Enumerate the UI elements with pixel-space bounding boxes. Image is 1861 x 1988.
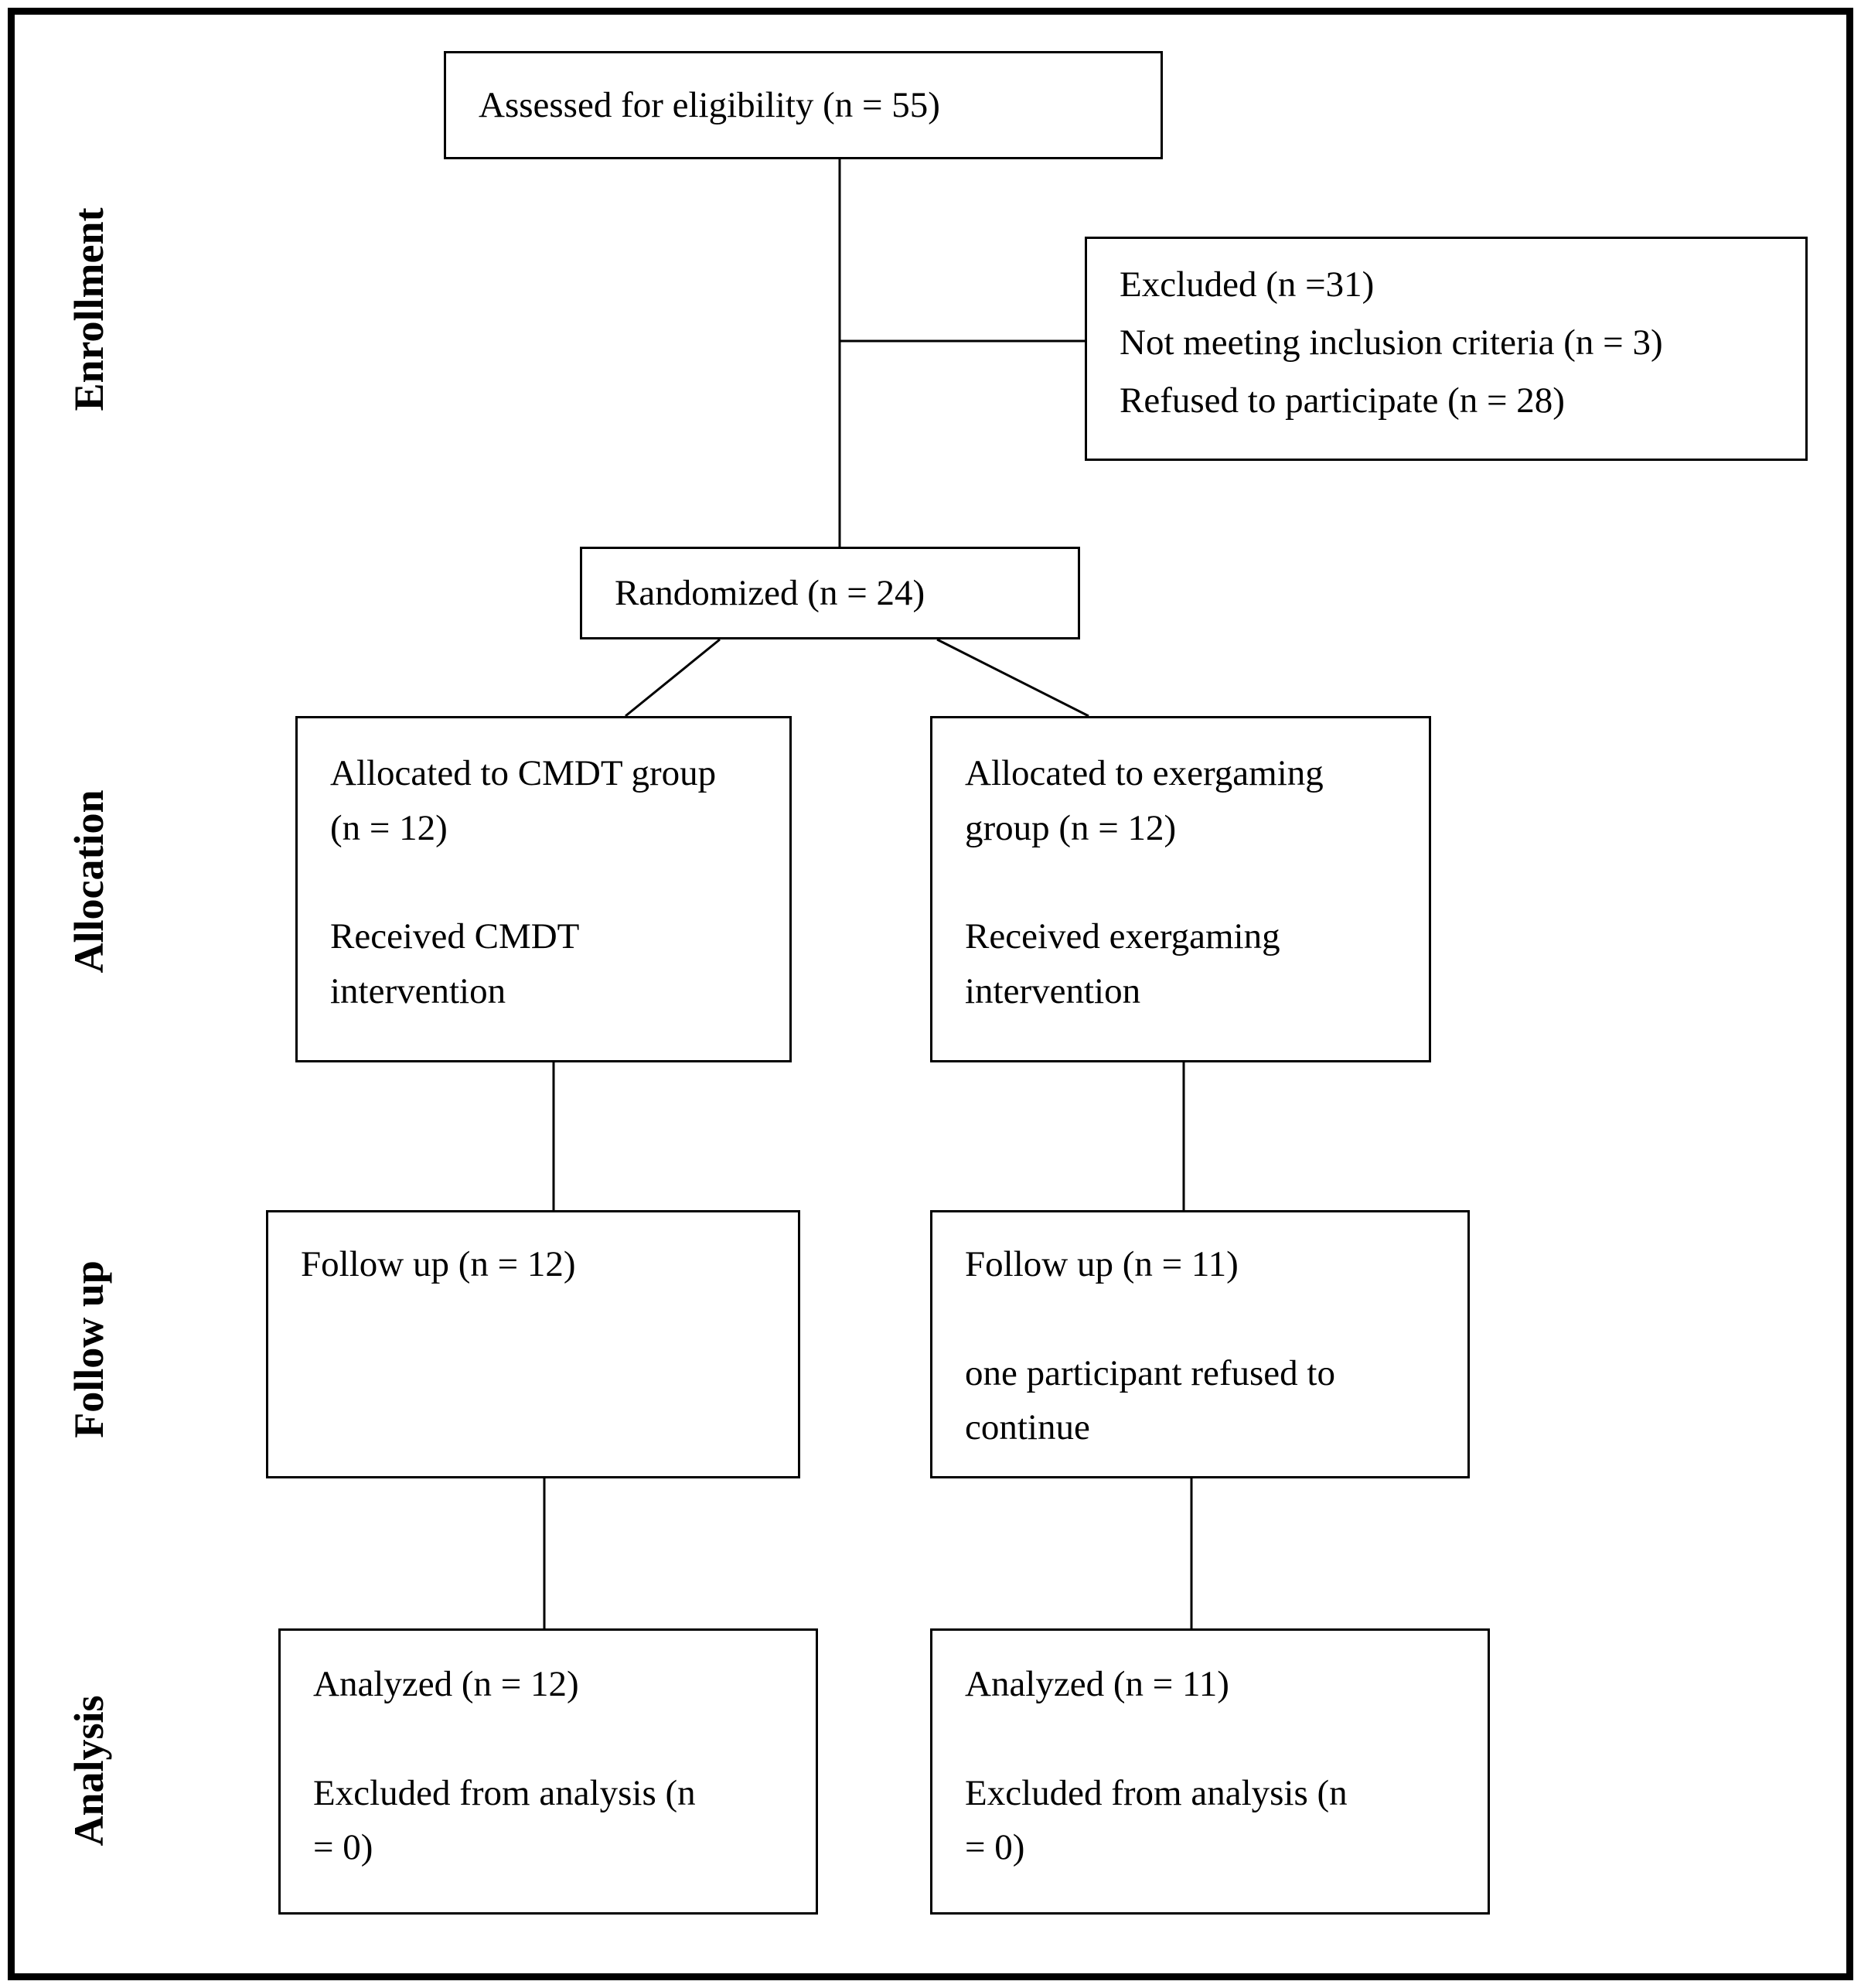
excluded-refused-text: Refused to participate (n = 28) bbox=[1120, 380, 1565, 421]
paragraph-spacer bbox=[965, 1292, 1444, 1346]
received-exergaming-text: Received exergaming intervention bbox=[965, 916, 1280, 1011]
paragraph-spacer bbox=[330, 855, 766, 909]
received-cmdt-text: Received CMDT intervention bbox=[330, 916, 579, 1011]
paragraph-spacer bbox=[965, 1712, 1464, 1766]
box-allocated-cmdt bbox=[295, 716, 792, 1062]
connector-randomized-to-cmdt bbox=[625, 639, 720, 716]
allocated-cmdt-text: Allocated to CMDT group (n = 12) bbox=[330, 753, 717, 848]
assessed-eligibility-text: Assessed for eligibility (n = 55) bbox=[479, 84, 940, 125]
stage-label-enrollment: Enrollment bbox=[66, 207, 112, 411]
followup-dropout-text: one participant refused to continue bbox=[965, 1352, 1335, 1448]
box-randomized bbox=[580, 547, 1080, 639]
box-analyzed-cmdt bbox=[278, 1628, 818, 1915]
excluded-inclusion-criteria-text: Not meeting inclusion criteria (n = 3) bbox=[1120, 322, 1663, 363]
connector-randomized-to-exergaming bbox=[937, 639, 1089, 716]
box-assessed-eligibility bbox=[444, 51, 1163, 159]
stage-label-allocation: Allocation bbox=[66, 789, 112, 974]
excluded-from-analysis-cmdt-text: Excluded from analysis (n = 0) bbox=[313, 1772, 696, 1867]
excluded-total-text: Excluded (n =31) bbox=[1120, 264, 1375, 305]
followup-exergaming-text: Follow up (n = 11) bbox=[965, 1244, 1239, 1284]
analyzed-cmdt-text: Analyzed (n = 12) bbox=[313, 1664, 579, 1704]
stage-label-followup: Follow up bbox=[66, 1260, 112, 1438]
box-analyzed-exergaming bbox=[930, 1628, 1490, 1915]
randomized-text: Randomized (n = 24) bbox=[615, 572, 925, 613]
stage-label-analysis: Analysis bbox=[66, 1695, 112, 1846]
box-allocated-exergaming bbox=[930, 716, 1431, 1062]
analyzed-exergaming-text: Analyzed (n = 11) bbox=[965, 1664, 1229, 1704]
box-excluded bbox=[1085, 237, 1808, 461]
paragraph-spacer bbox=[965, 855, 1406, 909]
allocated-exergaming-text: Allocated to exergaming group (n = 12) bbox=[965, 753, 1324, 848]
box-followup-exergaming bbox=[930, 1210, 1470, 1478]
followup-cmdt-text: Follow up (n = 12) bbox=[301, 1244, 576, 1284]
excluded-from-analysis-exergaming-text: Excluded from analysis (n = 0) bbox=[965, 1772, 1348, 1867]
box-followup-cmdt bbox=[266, 1210, 800, 1478]
paragraph-spacer bbox=[313, 1712, 792, 1766]
